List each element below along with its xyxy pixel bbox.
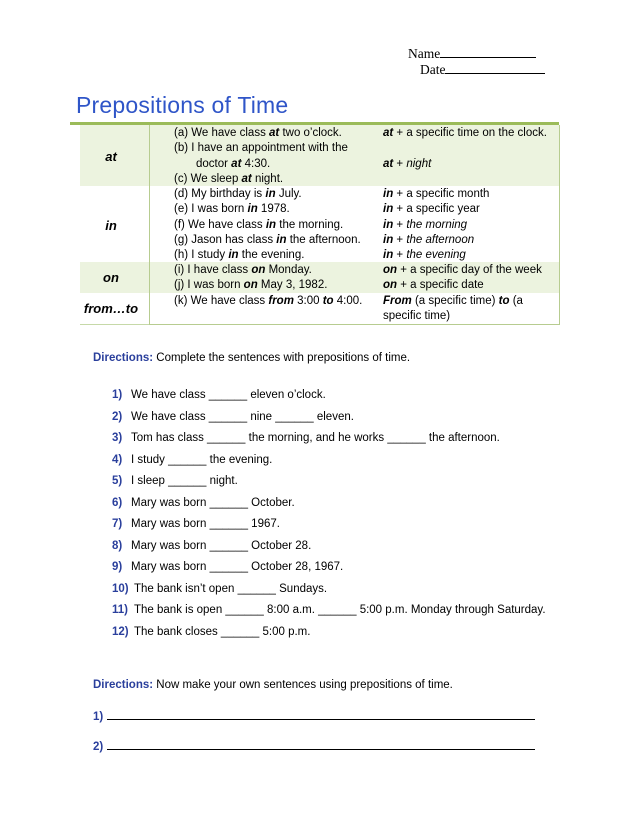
usage-rule: specific time) — [383, 310, 451, 322]
date-row — [408, 62, 545, 78]
item-text: I study ______ the evening. — [131, 453, 273, 466]
answer-blank[interactable] — [107, 708, 535, 720]
item-number: 3) — [112, 432, 123, 444]
exercise-item[interactable] — [112, 454, 272, 466]
example-sentence: (i) I have class on Monday. — [174, 264, 312, 276]
usage-rule: From (a specific time) to (a — [383, 295, 523, 307]
directions-label: Directions: — [93, 352, 154, 364]
line-number: 2) — [93, 741, 104, 753]
example-sentence: (b) I have an appointment with the — [174, 142, 348, 155]
preposition-label: on — [103, 270, 119, 285]
item-number: 12) — [112, 625, 129, 638]
directions-text: Complete the sentences with prepositions of time. — [153, 352, 411, 364]
item-text: Mary was born ______ October 28. — [131, 539, 312, 552]
date-blank[interactable] — [445, 62, 545, 74]
usage-rule: in + the evening — [383, 249, 466, 261]
name-label: Name — [408, 46, 441, 61]
exercise-item[interactable] — [112, 626, 310, 638]
item-number: 11) — [112, 604, 128, 616]
answer-blank[interactable] — [107, 738, 535, 750]
example-sentence: (k) We have class from 3:00 to 4:00. — [174, 295, 363, 307]
example-sentence: (f) We have class in the morning. — [174, 218, 344, 231]
name-blank[interactable] — [440, 46, 536, 58]
preposition-label: at — [105, 149, 117, 164]
item-number: 4) — [112, 453, 123, 466]
exercise-item[interactable] — [112, 389, 326, 401]
directions-text: Now make your own sentences using prepositions of time. — [153, 679, 453, 691]
exercise-item[interactable] — [112, 540, 311, 552]
exercise-item[interactable] — [112, 583, 327, 595]
write-line[interactable] — [93, 708, 535, 723]
write-line[interactable] — [93, 738, 535, 753]
example-sentence: (j) I was born on May 3, 1982. — [174, 279, 328, 292]
usage-rule: at + a specific time on the clock. — [383, 127, 547, 139]
usage-rule: at + night — [383, 158, 432, 170]
example-sentence: (h) I study in the evening. — [174, 249, 305, 262]
item-text: The bank isn’t open ______ Sundays. — [134, 582, 328, 595]
exercise-item[interactable] — [112, 561, 343, 573]
example-sentence: (e) I was born in 1978. — [174, 203, 290, 216]
exercise-item[interactable] — [112, 518, 280, 530]
example-sentence: (g) Jason has class in the afternoon. — [174, 233, 361, 246]
exercise-item[interactable] — [112, 497, 295, 509]
usage-rule: on + a specific date — [383, 279, 484, 291]
preposition-label: from…to — [83, 301, 139, 316]
item-text: We have class ______ nine ______ eleven. — [131, 410, 354, 423]
item-text: Tom has class ______ the morning, and he works ______ the afternoon. — [131, 432, 500, 444]
exercise-item[interactable] — [112, 432, 500, 444]
usage-rule: in + a specific month — [383, 188, 490, 200]
item-number: 7) — [112, 518, 123, 530]
item-number: 2) — [112, 410, 123, 423]
item-text: Mary was born ______ October 28, 1967. — [131, 561, 344, 573]
example-sentence: (d) My birthday is in July. — [174, 188, 302, 200]
name-row — [408, 46, 545, 62]
exercise-item[interactable] — [112, 411, 354, 423]
item-number: 8) — [112, 539, 123, 552]
line-number: 1) — [93, 711, 104, 723]
item-text: The bank closes ______ 5:00 p.m. — [134, 625, 311, 638]
example-sentence: doctor at 4:30. — [196, 157, 271, 170]
usage-rule: in + a specific year — [383, 203, 480, 215]
item-number: 10) — [112, 582, 129, 595]
usage-rule: on + a specific day of the week — [383, 264, 542, 276]
preposition-label: in — [105, 218, 117, 233]
item-text: The bank is open ______ 8:00 a.m. ______ 5:00 p.m. Monday through Saturday. — [134, 604, 546, 616]
usage-rule: in + the afternoon — [383, 234, 475, 246]
item-text: Mary was born ______ October. — [131, 496, 295, 509]
exercise-item[interactable] — [112, 475, 238, 487]
item-text: I sleep ______ night. — [131, 475, 238, 487]
item-number: 9) — [112, 561, 123, 573]
item-number: 6) — [112, 496, 123, 509]
exercise-item[interactable] — [112, 604, 546, 616]
directions-complete — [93, 352, 410, 364]
example-sentence: (a) We have class at two o’clock. — [174, 127, 342, 139]
item-number: 1) — [112, 389, 123, 401]
item-number: 5) — [112, 475, 123, 487]
directions-label: Directions: — [93, 679, 154, 691]
item-text: Mary was born ______ 1967. — [131, 518, 280, 530]
item-text: We have class ______ eleven o’clock. — [131, 389, 326, 401]
directions-own — [93, 679, 453, 691]
usage-rule: in + the morning — [383, 219, 468, 231]
page-title: Prepositions of Time — [76, 92, 289, 118]
name-date-block — [408, 46, 545, 78]
example-sentence: (c) We sleep at night. — [174, 172, 284, 185]
date-label: Date — [420, 62, 446, 77]
